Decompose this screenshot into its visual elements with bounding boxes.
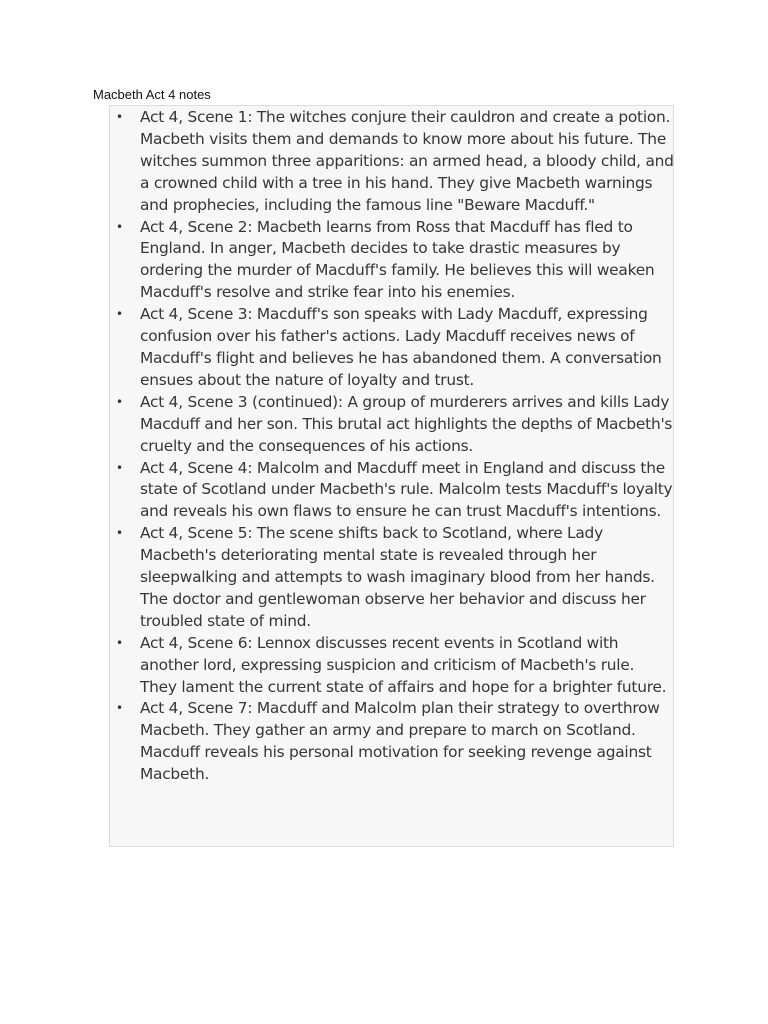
bullet-icon: • [116,219,123,234]
note-text: Act 4, Scene 1: The witches conjure their cauldron and create a potion. Macbeth visits them and demands to know more about his future. The witches summon three apparitions: an armed head, a bloody child, and a crowned child with a tree in his hand. They give Macbeth warnings and prophecies, including the famous line "Beware Macduff." [140,108,674,214]
bullet-icon: • [116,110,123,124]
bullet-icon: • [116,701,123,716]
list-item [110,523,675,633]
list-item [110,392,675,458]
note-text: Act 4, Scene 7: Macduff and Malcolm plan their strategy to overthrow Macbeth. They gather an army and prepare to march on Scotland. Macduff reveals his personal motivation for seeking revenge against Macbeth. [140,699,660,784]
bullet-icon: • [116,526,123,541]
list-item [110,107,675,217]
bullet-icon: • [116,460,123,475]
note-text: Act 4, Scene 5: The scene shifts back to Scotland, where Lady Macbeth's deteriorating mental state is revealed through her sleepwalking and attempts to wash imaginary blood from her hands. The doctor and gentlewoman observe her behavior and discuss her troubled state of mind. [140,524,655,630]
note-text: Act 4, Scene 3: Macduff's son speaks with Lady Macduff, expressing confusion over his father's actions. Lady Macduff receives news of Macduff's flight and believes he has abandoned them. A conversation ensues about the nature of loyalty and trust. [140,305,662,389]
notes-list [110,107,675,786]
list-item [110,633,675,699]
list-item [110,698,675,786]
note-text: Act 4, Scene 2: Macbeth learns from Ross that Macduff has fled to England. In anger, Macbeth decides to take drastic measures by ordering the murder of Macduff's family. He believes this will weaken Macduff's resolve and strike fear into his enemies. [140,217,655,302]
list-item [110,217,675,305]
list-item [110,304,675,392]
note-text: Act 4, Scene 4: Malcolm and Macduff meet in England and discuss the state of Scotland under Macbeth's rule. Malcolm tests Macduff's loyalty and reveals his own flaws to ensure he can trust Macduff's intentions. [140,458,673,521]
bullet-icon: • [116,635,123,650]
bullet-icon: • [116,307,123,322]
list-item [110,458,675,524]
note-text: Act 4, Scene 3 (continued): A group of murderers arrives and kills Lady Macduff and her son. This brutal act highlights the depths of Macbeth's cruelty and the consequences of his actions. [140,392,673,455]
note-text: Act 4, Scene 6: Lennox discusses recent events in Scotland with another lord, expressing suspicion and criticism of Macbeth's rule. They lament the current state of affairs and hope for a brighter future. [140,633,667,696]
bullet-icon: • [116,394,123,409]
page-title: Macbeth Act 4 notes [93,87,211,102]
notes-box [109,105,674,847]
